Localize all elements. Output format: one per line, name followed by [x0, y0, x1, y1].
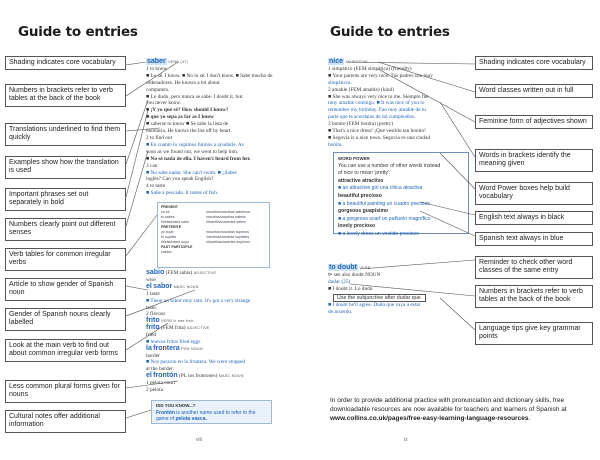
entry-line: border: [146, 352, 160, 359]
entry-frito-frontera: [146, 318, 274, 396]
word-class-label: ADJECTIVE: [193, 271, 217, 275]
callout-english-black: English text always in black: [475, 211, 593, 225]
entry-example: ■ huevos fritos fried eggs: [146, 338, 201, 345]
feminine-form: (FEM frita): [160, 324, 186, 331]
entry-example: ■ En cuanto lo supimos fuimos a ayudarle. As: [146, 141, 244, 148]
entry-line: 1 to know: [146, 65, 168, 72]
callout-word-power: Word Power boxes help build vocabulary: [475, 182, 593, 205]
word-class-label: VERB ⊳ see freír: [160, 319, 194, 323]
callout-shading: Shading indicates core vocabulary: [475, 56, 593, 70]
entry-example: parte que te acordaras de mi cumpleaños.: [328, 114, 416, 121]
word-class-label: MASC NOUN: [173, 284, 199, 289]
entry-line: ■ She was always very nice to me. Siempre fue: [328, 93, 429, 100]
entry-to-doubt-example: [328, 302, 468, 320]
verb-form: yo supe: [161, 230, 174, 234]
plural-form: (PL los frontones): [179, 373, 218, 380]
language-tip: Use the subjunctive after dudar que.: [333, 294, 426, 302]
verb-form: él/ella/usted supo: [161, 240, 189, 244]
verb-form: sabido: [161, 250, 172, 254]
page-number: ix: [404, 437, 408, 443]
callout-numbered-senses: Numbers clearly point out different senses: [5, 218, 126, 241]
verb-form: nosotros/nosotras sabemos: [206, 210, 251, 214]
entry-nice: [328, 59, 468, 149]
callout-spanish-blue: Spanish text always in blue: [475, 232, 593, 246]
word-class-label: VERB: [359, 266, 371, 270]
verb-form: tú supiste: [161, 235, 177, 239]
verb-table-heading: PAST PARTICIPLE: [161, 245, 193, 249]
word-power-line: attractive atractivo: [338, 177, 384, 184]
headword-sabio: sabio: [146, 269, 165, 276]
verb-table-heading: PRESENT: [161, 205, 178, 209]
entry-example: ■ No sabe nadar. She can't swim. ■ ¿Sabes: [146, 169, 237, 176]
word-power-box: [333, 152, 469, 237]
verb-form: él/ella/usted sabe: [161, 220, 189, 224]
entry-line: soon as we found out, we went to help him.: [146, 148, 239, 155]
callout-verb-tables: Numbers in brackets refer to verb tables at the back of the book: [5, 84, 126, 107]
verb-form: tú sabes: [161, 215, 175, 219]
entry-line: 4 to taste: [146, 183, 166, 190]
callout-main-verb: Look at the main verb to find out about common irregular verb forms: [5, 339, 126, 362]
callout-cultural-notes: Cultural notes offer additional information: [5, 410, 126, 433]
cultural-note-term: Frontón: [156, 409, 175, 416]
entry-line: ■ That's a nice dress! ¡Qué vestido tan bonito!: [328, 128, 426, 135]
feminine-form: (FEM sabia): [165, 270, 193, 276]
entry-line: ■ Lo dudo, pero nunca se sabe. I doubt it, but: [146, 93, 243, 100]
callout-language-tips: Language tips give key grammar points: [475, 322, 593, 345]
entry-line: 1 pelota court: [146, 380, 176, 387]
entry-translation: dudar (25): [328, 278, 351, 285]
callout-examples: Examples show how the translation is used: [5, 156, 126, 179]
entry-example: ■ I doubt he'll agree. Dudo que vaya a estar: [328, 302, 421, 308]
verb-form: ellos/ellas/ustedes supieron: [206, 240, 251, 244]
headword-saber: saber: [147, 58, 166, 65]
word-class-label: MASC NOUN: [218, 374, 244, 379]
word-class-label: ADJECTIVE: [186, 325, 210, 330]
entry-example: ■ Sabe a pescado. It tastes of fish.: [146, 190, 219, 197]
word-power-line: ■ an attractive girl una chica atractiva: [338, 185, 423, 192]
callout-feminine-form: Feminine form of adjectives shown: [475, 115, 593, 129]
callout-noun-gender: Gender of Spanish nouns clearly labelled: [5, 308, 126, 331]
callout-important-phrases: Important phrases set out separately in bold: [5, 188, 126, 211]
entry-line: taste.: [146, 304, 158, 311]
did-you-know-box: [151, 400, 272, 424]
entry-line: 1 simpático (FEM simpática) (friendly): [328, 65, 412, 72]
headword-nice: nice: [329, 58, 344, 65]
word-power-line: ■ a lovely dress un vestido precioso: [338, 230, 419, 237]
headword-frito: frito: [146, 323, 160, 331]
cultural-note-text: is another name used to refer to the game of: [156, 409, 256, 422]
entry-example: muy amable conmigo. ■ It was nice of you to: [328, 100, 425, 107]
resources-note: [330, 396, 585, 423]
headword-frontera: frontera: [153, 344, 180, 352]
word-class-label: ADJECTIVE: [345, 60, 369, 64]
entry-phrase: ■ que yo sepa as far as I know: [146, 114, 214, 121]
page-title: Guide to entries: [330, 24, 450, 40]
entry-line: ■ I doubt it. Lo dudo.: [328, 285, 374, 292]
word-power-line: ■ a gorgeous scarf un pañuelo magnífico: [338, 215, 431, 222]
word-power-title: WORD POWER: [338, 156, 370, 161]
verb-form: yo sé: [161, 210, 170, 214]
callout-underlined-translations: Translations underlined to find them quickly: [5, 123, 126, 146]
page-title: Guide to entries: [18, 24, 138, 40]
entry-line: computers.: [146, 86, 170, 93]
entry-line: wise: [146, 276, 156, 283]
entry-phrase: ■ No sé nada de ella. I haven't heard from her.: [146, 155, 251, 162]
entry-example: ■ Nos pararon en la frontera. We were stopped: [146, 359, 246, 366]
headword-fronton: frontón: [153, 372, 178, 380]
callout-other-word-classes: Reminder to check other word classes of the same entry: [475, 256, 593, 279]
entry-saber: [146, 59, 274, 201]
word-power-line: You can use a number of other words instead: [338, 162, 441, 169]
word-power-line: lovely precioso: [338, 223, 376, 230]
headword-sabor: sabor: [153, 282, 173, 290]
verb-form: ellos/ellas/ustedes saben: [206, 220, 247, 224]
verb-table-heading: PRETERITE: [161, 225, 182, 229]
entry-example: bonita.: [328, 141, 343, 148]
article-la: la: [146, 344, 152, 352]
entry-sabio-sabor: [146, 269, 274, 318]
entry-line: 1 taste: [146, 290, 160, 297]
entry-line: ⊳ see also doubt NOUN: [328, 271, 381, 278]
verb-form: nosotros/nosotras supimos: [206, 230, 249, 234]
right-page: [300, 0, 600, 460]
entry-line: you never know.: [146, 100, 182, 107]
entry-phrase: ■ ¡Y yo qué sé? How should I know?: [146, 107, 229, 114]
callout-article-gender: Article to show gender of Spanish noun: [5, 278, 126, 301]
callout-shading: Shading indicates core vocabulary: [5, 56, 126, 70]
entry-example: remember my birthday. Fue muy amable de tu: [328, 107, 426, 114]
callout-irregular-verb-tables: Verb tables for common irregular verbs: [5, 248, 126, 271]
entry-example: ■ Tiene un sabor muy raro. It's got a very strange: [146, 297, 251, 304]
did-you-know-title: DID YOU KNOW...?: [156, 403, 196, 408]
entry-line: ■ Segovia is a nice town. Segovia es una ciudad: [328, 134, 431, 141]
verb-table-saber: [157, 202, 270, 268]
callout-plural-forms: Less common plural forms given for nouns: [5, 380, 126, 403]
entry-line: ■ Your parents are very nice. Tus padres son muy: [328, 72, 433, 79]
verb-form: vosotros/vosotras supisteis: [206, 235, 250, 239]
callout-verb-table-numbers: Numbers in brackets refer to verb tables at the back of the book: [475, 285, 593, 308]
word-power-line: beautiful precioso: [338, 192, 382, 199]
entry-line: fried: [146, 331, 156, 338]
word-power-line: of nice to mean 'pretty':: [338, 170, 391, 177]
word-power-line: gorgeous guapísimo: [338, 208, 389, 215]
article-el: el: [146, 282, 152, 290]
callout-words-in-brackets: Words in brackets identify the meaning given: [475, 149, 593, 172]
entry-line: 2 amable (FEM amable) (kind): [328, 86, 394, 93]
entry-line: inglés? Can you speak English?: [146, 176, 214, 183]
verb-form: vosotros/vosotras sabéis: [206, 215, 246, 219]
word-class-label: VERB (47): [168, 60, 188, 64]
entry-line: ■ Lo sé. I know. ■ No lo sé. I don't know. ■ Sabe mucho de ordenadores. He knows a lot about: [146, 72, 273, 86]
resources-text: In order to provide additional practice with pronunciation and dictionary skills, free downloadable resources are now available for teachers and learners of Spanish at: [330, 397, 567, 413]
article-el: el: [146, 372, 152, 380]
entry-line: 2 to find out: [146, 134, 173, 141]
entry-line: ■ saberse to know ■ Se sabe la lista de: [146, 121, 229, 128]
entry-line: at the border.: [146, 366, 174, 373]
entry-line: 2 flavour: [146, 311, 166, 318]
entry-example: de acuerdo.: [328, 308, 353, 315]
word-power-line: ■ a beautiful painting un cuadro precioso: [338, 200, 430, 207]
callout-word-classes: Word classes written out in full: [475, 84, 593, 98]
entry-example: simpáticos.: [328, 79, 352, 86]
entry-line: 2 pelota: [146, 387, 163, 394]
cultural-note-term: pelota vasca.: [175, 416, 207, 422]
word-class-label: FEM NOUN: [180, 346, 203, 351]
entry-line: 3 bonito (FEM bonita) (pretty): [328, 121, 394, 128]
headword-to-doubt: to doubt: [329, 264, 357, 271]
headword-frito: frito: [146, 317, 160, 324]
resources-tail: .: [528, 415, 531, 422]
entry-line: memoria. He knows the list off by heart.: [146, 128, 232, 135]
resources-link[interactable]: www.collins.co.uk/pages/free-easy-learning-language-resources: [330, 415, 529, 422]
page-number: viii: [196, 437, 202, 443]
entry-line: 3 can: [146, 162, 158, 169]
